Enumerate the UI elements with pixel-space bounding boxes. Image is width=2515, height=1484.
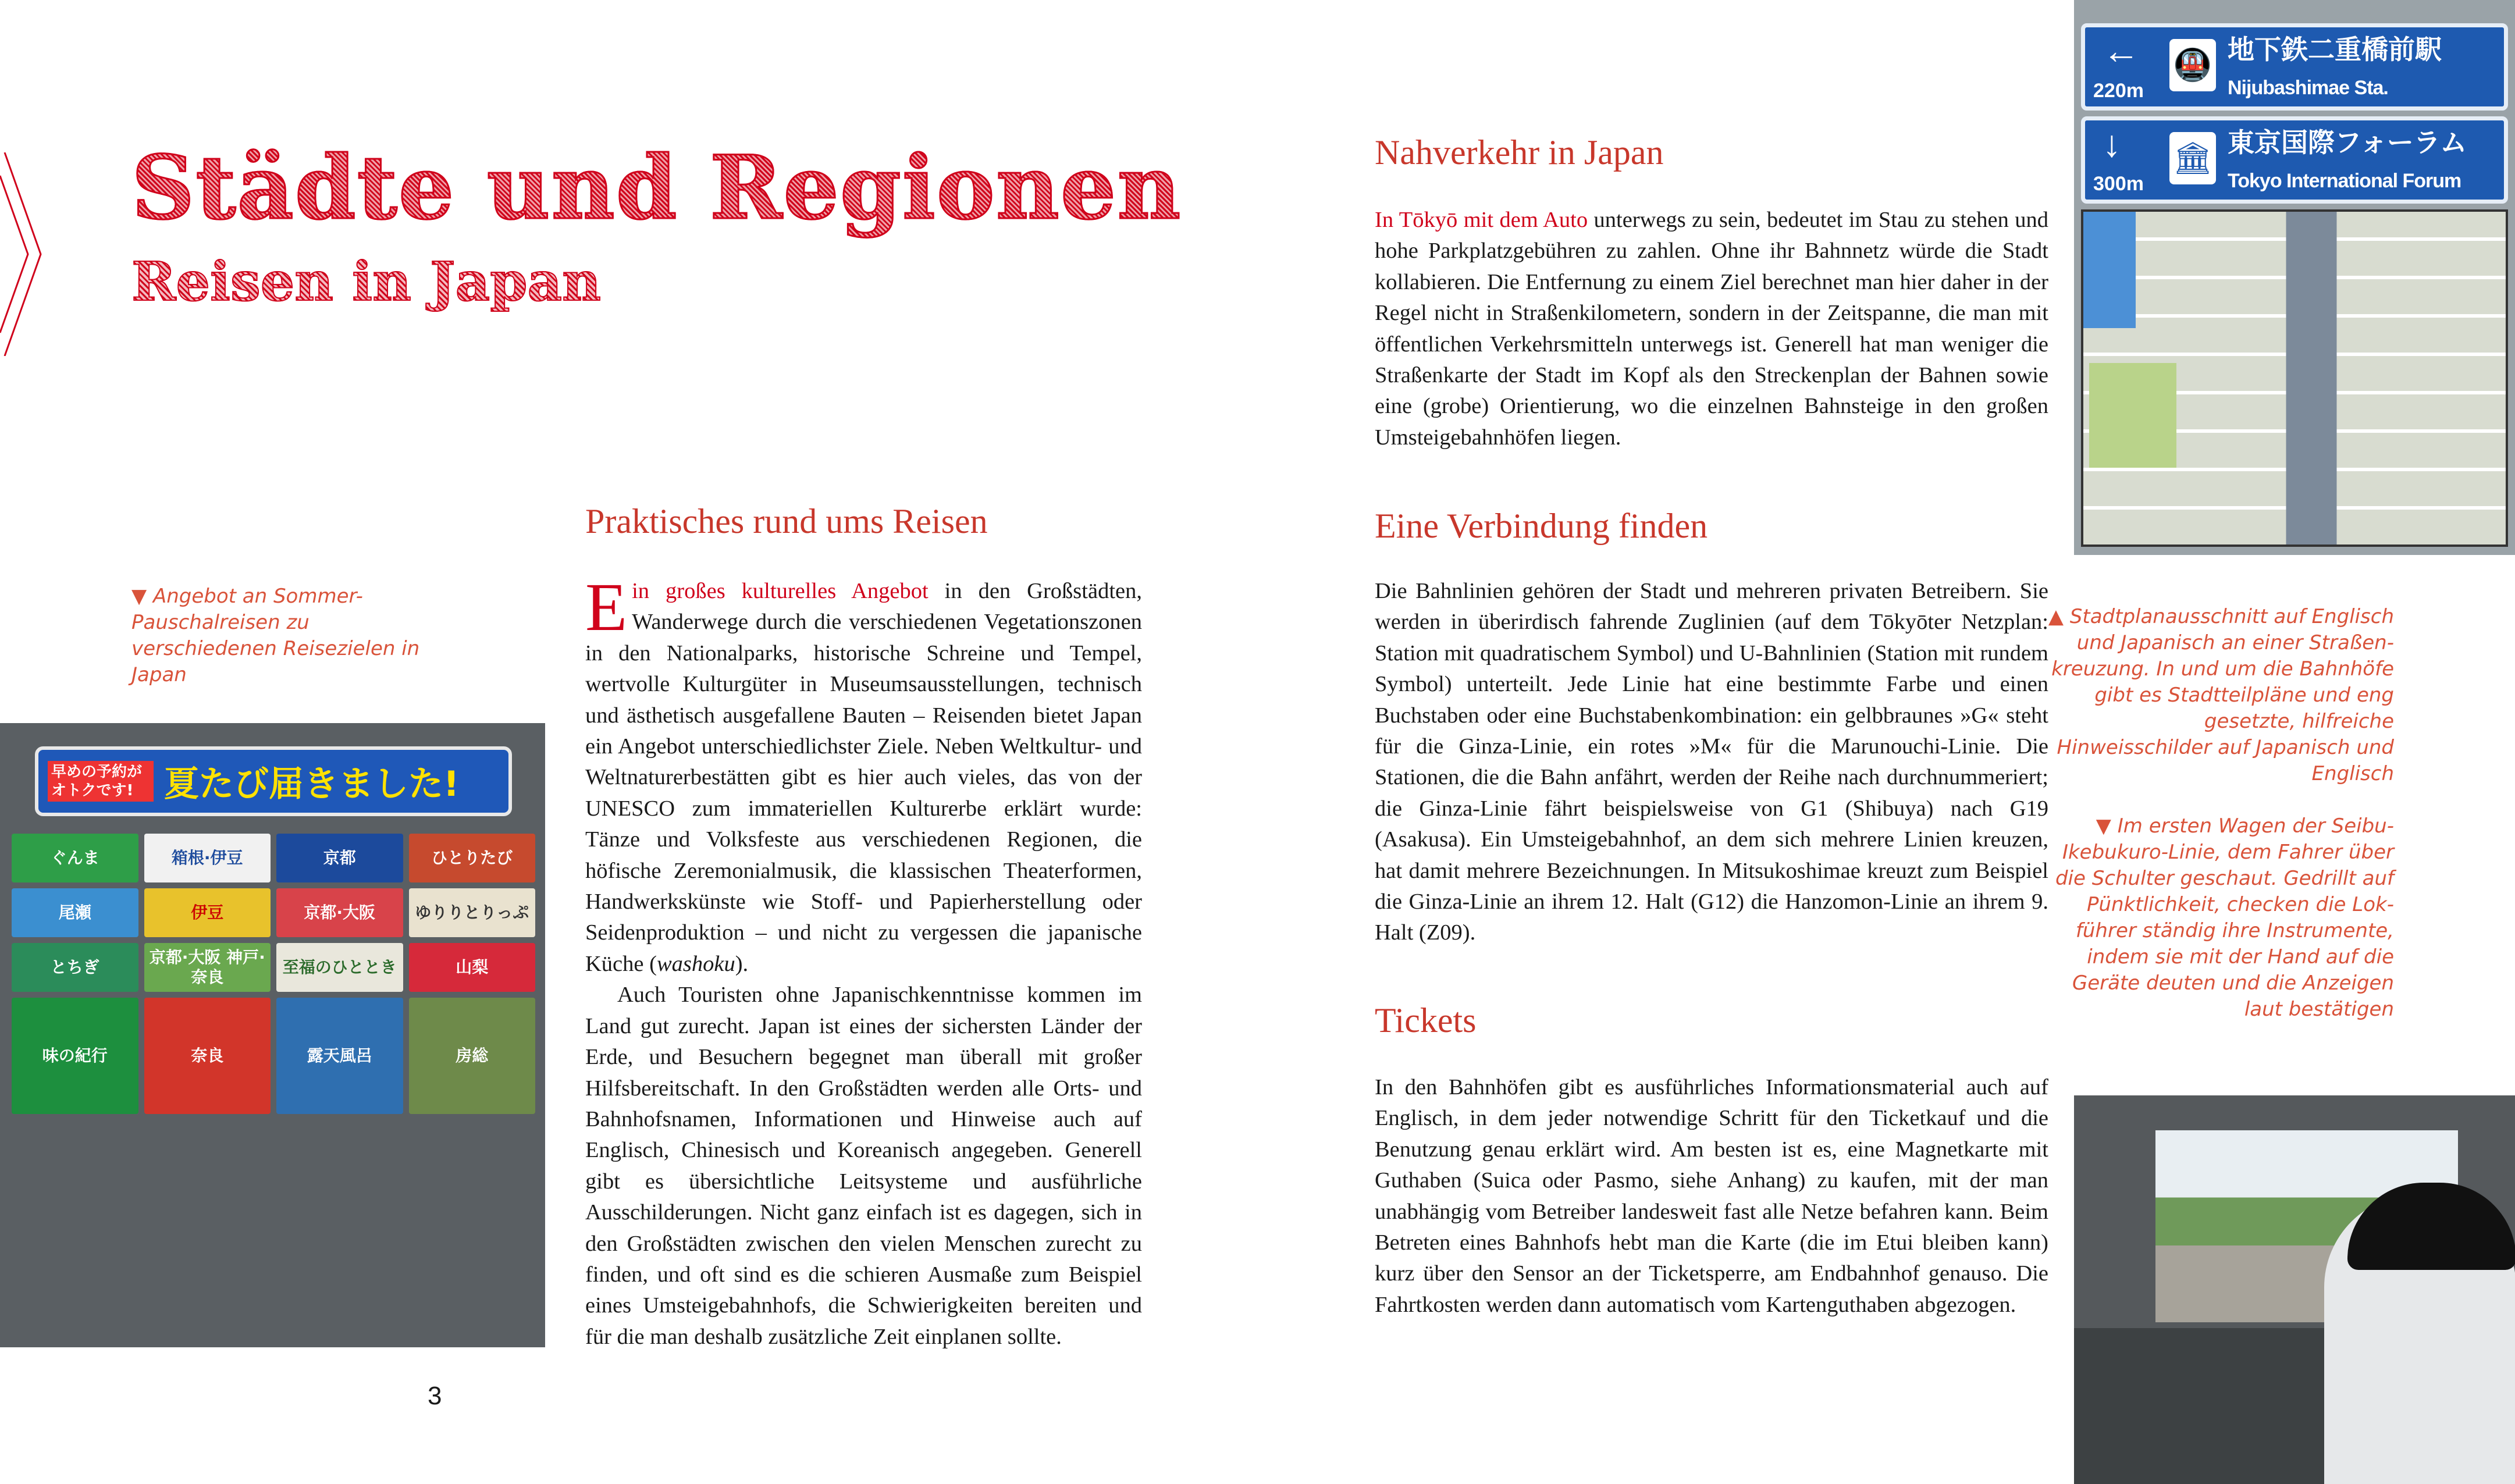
- brochure: ひとりたび: [409, 834, 536, 882]
- direction-sign: [2081, 23, 2508, 111]
- brochure: ぐんま: [12, 834, 138, 882]
- sign-japanese: 地下鉄二重橋前駅: [2228, 34, 2442, 65]
- city-map: [2081, 209, 2508, 547]
- brochure: 京都·大阪 神戸·奈良: [144, 943, 271, 992]
- article-column-1: [585, 569, 1142, 1353]
- brochure: 箱根·伊豆: [144, 834, 271, 882]
- brochure-caption: ▼ Angebot an Sommer-Pauschalreisen zu verschiedenen Reisezielen in Japan: [131, 585, 420, 686]
- brochure: 奈良: [144, 998, 271, 1114]
- heading-nahverkehr: Nahverkehr in Japan: [1375, 133, 1664, 172]
- section-verbindung: [1375, 506, 2048, 1001]
- sign-caption: ▲ Stadtplanausschnitt auf Englisch und Japanisch an einer Straßenkreuzung. In und um die Bahnhöfe gibt es Stadtteilpläne und eng gesetzte, hilfreiche Hinweisschilder auf Japanisch und Englisch: [2048, 605, 2394, 785]
- train-caption: ▼ Im ersten Wagen der Seibu-Ikebukuro-Linie, dem Fahrer über die Schulter geschaut. Gedrillt auf Pünktlichkeit, checken die Lokführer ständig ihre Instrumente, indem sie mit der Hand auf die Geräte deuten und die Anzeigen laut bestätigen: [2055, 814, 2394, 1021]
- page-number: 3: [428, 1382, 442, 1410]
- sign-japanese: 東京国際フォーラム: [2228, 127, 2467, 158]
- train-icon: 🚇: [2169, 39, 2216, 91]
- brochure: とちぎ: [12, 943, 138, 992]
- sign-english: Nijubashimae Sta.: [2228, 77, 2388, 99]
- section-tickets: [1375, 1001, 2048, 1321]
- article-nahverkehr: [1375, 205, 2048, 453]
- brochure-banner: [35, 746, 512, 816]
- paragraph-text: in den Großstädten, Wanderwege durch die verschiedenen Vegetationszonen in den Nationalparks, historische Schreine und Tempel, wertvolle Kulturgüter in Museumsausstellungen, technisch und ästhetisch ausgefallene Bauten – Reisenden bietet Japan ein Angebot unterschiedlichster Ziele. Neben Weltkultur- und Weltnaturerbestätten gibt es hier auch vieles, das von der UNESCO zum immateriellen Kulturerbe erklärt wurde: Tänze und Volksfeste aus verschiedenen Regionen, die höfische Zeremonialmusik, die klassischen Theaterformen, Handwerkskünste wie Stoff- und Papierherstellung oder Seidenproduktion – und nicht zu vergessen die japanische Küche (: [585, 579, 1142, 976]
- map-park: [2089, 363, 2176, 468]
- italic-term: washoku: [656, 951, 735, 976]
- brochure-rack-photo: [0, 723, 545, 1347]
- paragraph-text: unterwegs zu sein, bedeutet im Stau zu stehen und hohe Parkplatzgebühren zu zahlen. Ohne ihr Bahnnetz würde die Stadt kollabieren. Die Entfernung zu einem Ziel berechnet man hier daher in der Regel nicht in Straßenkilometern, sondern in der Zeitspanne, die man mit öffentlichen Verkehrsmitteln unterwegs ist. Generell hat man weniger die Straßenkarte der Stadt im Kopf als den Streckenplan der Bahnen sowie eine (grobe) Orientierung, wo die einzelnen Bahnsteige in den großen Umsteigebahnhöfen liegen.: [1375, 208, 2048, 450]
- section-nahverkehr: [1375, 133, 2048, 506]
- train-driver-photo: [2074, 1095, 2515, 1484]
- heading-verbindung: Eine Verbindung finden: [1375, 507, 1708, 545]
- paragraph: [585, 569, 1142, 980]
- brochure: 京都: [276, 834, 403, 882]
- paragraph: In den Bahnhöfen gibt es ausführliches Informationsmaterial auch auf Englisch, in dem jeder notwendige Schritt für den Ticketkauf und die Benutzung genau erklärt wird. Am besten ist es, eine Magnetkarte mit Guthaben (Suica oder Pasmo, siehe Anhang) zu kaufen, mit der man unabhängig vom Betreiber landesweit fast alle Netze befahren kann. Beim Betreten eines Bahnhofs hebt man die Karte (die im Etui bleiben kann) kurz über den Sensor an der Ticketsperre, am Endbahnhof genauso. Die Fahrtkosten werden dann automatisch vom Kartenguthaben abgezogen.: [1375, 1075, 2048, 1317]
- brochure: 房総: [409, 998, 536, 1114]
- paragraph: [1375, 205, 2048, 453]
- heading-tickets: Tickets: [1375, 1001, 1477, 1040]
- sign-distance: 300m: [2093, 173, 2144, 195]
- column-2: [1375, 133, 2048, 1321]
- right-captions: [2045, 604, 2394, 1049]
- banner-small-text: 早めの予約がオトクです!: [48, 761, 154, 802]
- sign-distance: 220m: [2093, 80, 2144, 102]
- brochure: 至福のひととき: [276, 943, 403, 992]
- heading-praktisches: Praktisches rund ums Reisen: [585, 502, 988, 540]
- chevron-decoration-icon: [0, 152, 81, 356]
- sign-english: Tokyo International Forum: [2228, 170, 2461, 192]
- brochure: 京都·大阪: [276, 888, 403, 937]
- paragraph-end: ).: [735, 951, 749, 976]
- brochure: 露天風呂: [276, 998, 403, 1114]
- map-water: [2083, 212, 2136, 328]
- page-subtitle: Reisen in Japan: [131, 250, 602, 313]
- direction-sign: [2081, 116, 2508, 204]
- banner-text: 夏たび届きました!: [164, 764, 460, 805]
- drop-cap: E: [585, 569, 628, 645]
- brochure: 山梨: [409, 943, 536, 992]
- brochure: ゆりりとりっぷ: [409, 888, 536, 937]
- paragraph: Auch Touristen ohne Japanischkenntnisse kommen im Land gut zurecht. Japan ist eines der sichersten Länder der Erde, und Besuchern begegnet man überall mit großer Hilfsbereitschaft. In den Großstädten werden alle Orts- und Bahnhofsnamen, Informationen und Hinweise auch auf Englisch, Chinesisch und Koreanisch angegeben. Generell gibt es übersichtliche Leitsysteme und ausführliche Ausschilderungen. Nicht ganz einfach ist es dagegen, sich in den Großstädten zwischen den vielen Menschen zurecht zu finden, und oft sind es die schieren Ausmaße zum Beispiel eines Umsteigebahnhofs, die Schwierigkeiten bereiten und für die man deshalb zusätzliche Zeit einplanen sollte.: [585, 983, 1142, 1349]
- paragraph: Die Bahnlinien gehören der Stadt und mehreren privaten Betreibern. Sie werden in überirdisch fahrende Zuglinien (auf dem Tōkyōter Netzplan: Station mit quadratischem Symbol) und U-Bahnlinien (Station mit rundem Symbol) unterteilt. Jede Linie hat eine bestimmte Farbe und einen Buchstaben oder eine Buchstabenkombination: ein gelbbraunes »G« steht für die Ginza-Linie, ein rotes »M« für die Marunouchi-Linie. Die Stationen, die die Bahn anfährt, werden der Reihe nach durchnummeriert; die Ginza-Linie fährt beispielsweise von G1 (Shibuya) nach G19 (Asakusa). Ein Umsteigebahnhof, an dem sich mehrere Linien kreuzen, hat damit mehrere Bezeichnungen. In Mitsukoshimae kreuzt zum Beispiel die Ginza-Linie an ihrem 12. Halt (G12) die Hanzomon-Linie an ihrem 9. Halt (Z09).: [1375, 579, 2048, 945]
- arrow-down-icon: ↓: [2103, 123, 2121, 165]
- building-icon: 🏛: [2169, 132, 2216, 184]
- brochure-tiles: [12, 834, 535, 1114]
- brochure: 味の紀行: [12, 998, 138, 1114]
- brochure: 伊豆: [144, 888, 271, 937]
- article-verbindung: [1375, 576, 2048, 949]
- article-tickets: [1375, 1072, 2048, 1321]
- lead-highlight: In Tōkyō mit dem Auto: [1375, 208, 1588, 232]
- brochure: 尾瀬: [12, 888, 138, 937]
- page-title: Städte und Regionen: [131, 137, 1182, 239]
- lead-highlight: in großes kulturelles Angebot: [632, 579, 929, 603]
- arrow-left-icon: ←: [2103, 30, 2140, 72]
- street-sign-map-photo: [2074, 0, 2515, 555]
